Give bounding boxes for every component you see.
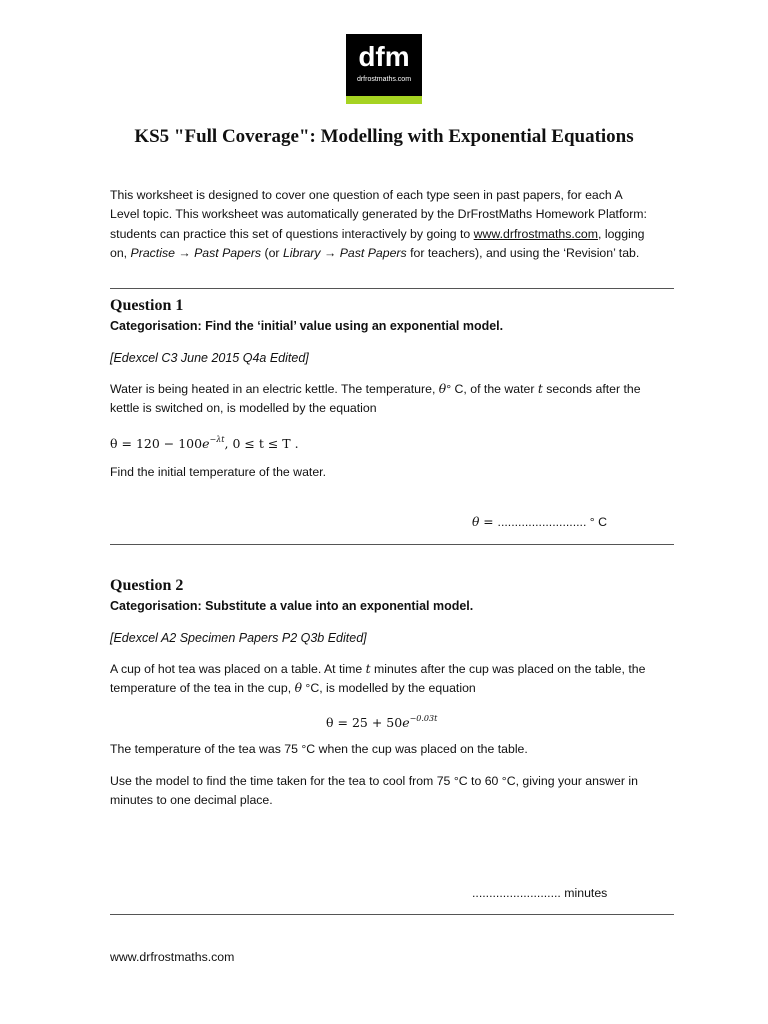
dfm-logo <box>346 34 422 104</box>
divider <box>110 288 674 289</box>
divider <box>110 544 674 545</box>
footer-url: www.drfrostmaths.com <box>110 950 235 964</box>
question-1-text: Water is being heated in an electric kettle. The temperature, θ° C, of the water t seconds after the kettle is switched on, is modelled by the equation <box>110 382 641 416</box>
logo-text: dfm <box>358 41 410 72</box>
question-1-source: [Edexcel C3 June 2015 Q4a Edited] <box>110 351 309 365</box>
question-2-source: [Edexcel A2 Specimen Papers P2 Q3b Edited] <box>110 631 367 645</box>
question-2-instruction: Use the model to find the time taken for the tea to cool from 75 °C to 60 °C, giving your answer in minutes to one decimal place. <box>110 774 638 808</box>
question-1-categorisation: Categorisation: Find the ‘initial’ value using an exponential model. <box>110 319 504 333</box>
question-2-statement: The temperature of the tea was 75 °C when the cup was placed on the table. <box>110 742 528 756</box>
question-1-instruction: Find the initial temperature of the water. <box>110 465 326 479</box>
question-2-equation: $\theta = 25 + 50e^{-0.03t}$ <box>326 714 438 730</box>
intro-paragraph: This worksheet is designed to cover one question of each type seen in past papers, for each A Level topic. This worksheet was automatically generated by the DrFrostMaths Homework Platform: students can practice this set of questions interactively by going to www.drfrostmaths.com, logging on, Practise → Past Papers (or Library → Past Papers for teachers), and using the ‘Revision’ tab. <box>110 188 647 261</box>
worksheet-title: KS5 "Full Coverage": Modelling with Exponential Equations <box>134 126 634 147</box>
logo-stripe <box>346 96 422 104</box>
question-1-heading: Question 1 <box>110 297 184 314</box>
question-2-heading: Question 2 <box>110 577 184 594</box>
divider <box>110 914 674 915</box>
question-2-categorisation: Categorisation: Substitute a value into an exponential model. <box>110 599 474 613</box>
drfrostmaths-link[interactable]: www.drfrostmaths.com <box>473 226 599 241</box>
question-2-answer-line: .......................... minutes <box>472 886 608 900</box>
logo-subtext: drfrostmaths.com <box>356 76 412 83</box>
question-1-answer-line: θ = .......................... ° C <box>472 515 608 529</box>
question-2-text: A cup of hot tea was placed on a table. At time t minutes after the cup was placed on the table, the temperature of the tea in the cup, θ °C, is modelled by the equation <box>110 662 646 696</box>
question-1-equation: $\theta = 120 - 100e^{-\lambda t}$, 0 ≤ t ≤ T . <box>110 435 299 451</box>
